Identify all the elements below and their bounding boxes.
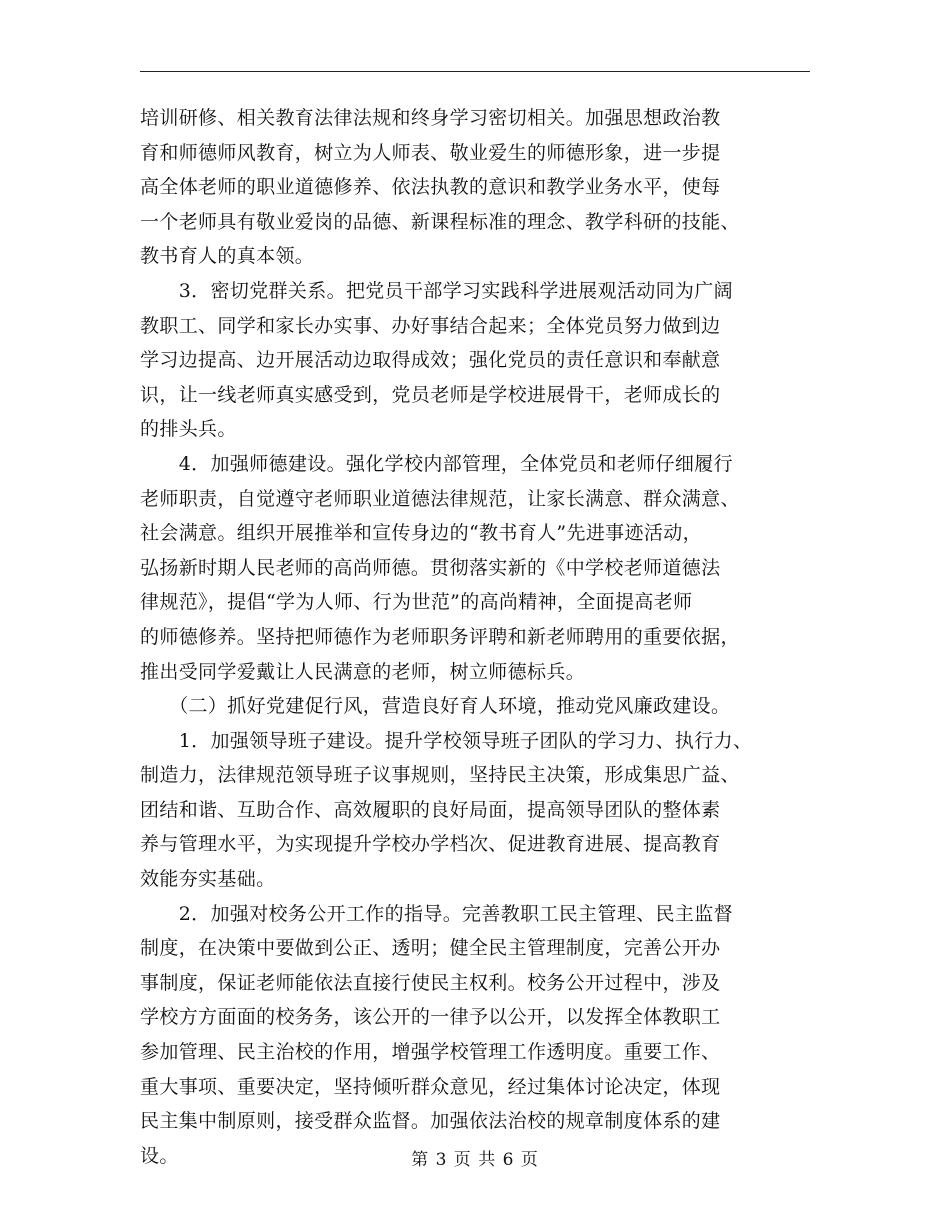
text-line: 参加管理、民主治校的作用，增强学校管理工作透明度。重要工作、	[140, 1041, 721, 1064]
body-text	[140, 101, 820, 1173]
text-line: 教职工、同学和家长办实事、办好事结合起来；全体党员努力做到边	[140, 314, 721, 337]
text-line: 重大事项、重要决定，坚持倾听群众意见，经过集体讨论决定，体现	[140, 1075, 721, 1098]
text-line: 的排头兵。	[140, 418, 237, 441]
text-line: 育和师德师风教育，树立为人师表、敬业爱生的师德形象，进一步提	[140, 141, 721, 164]
page-number-footer: 第 3 页 共 6 页	[411, 1150, 539, 1170]
text-line: 一个老师具有敬业爱岗的品德、新课程标准的理念、教学科研的技能、	[140, 210, 740, 233]
text-line: 事制度，保证老师能依法直接行使民主权利。校务公开过程中，涉及	[140, 971, 721, 994]
text-line: 律规范》，提倡“学为人师、行为世范”的高尚精神，全面提高老师	[140, 591, 693, 614]
text-line: 2．加强对校务公开工作的指导。完善教职工民主管理、民主监督	[140, 902, 733, 925]
text-line: 培训研修、相关教育法律法规和终身学习密切相关。加强思想政治教	[140, 107, 721, 129]
text-line: 民主集中制原则，接受群众监督。加强依法治校的规章制度体系的建	[140, 1110, 721, 1133]
text-line: 制造力，法律规范领导班子议事规则，坚持民主决策，形成集思广益、	[140, 764, 740, 787]
text-line: 弘扬新时期人民老师的高尚师德。贯彻落实新的《中学校老师道德法	[140, 556, 721, 579]
text-line: 社会满意。组织开展推举和宣传身边的“教书育人”先进事迹活动，	[140, 522, 702, 545]
header-rule	[140, 71, 810, 72]
text-line: 效能夯实基础。	[140, 868, 276, 891]
text-line: 高全体老师的职业道德修养、依法执教的意识和教学业务水平，使每	[140, 176, 721, 199]
text-line: 制度，在决策中要做到公正、透明；健全民主管理制度，完善公开办	[140, 937, 721, 960]
text-line: 识，让一线老师真实感受到，党员老师是学校进展骨干，老师成长的	[140, 383, 721, 406]
text-line: 设。	[140, 1144, 179, 1167]
text-line: 老师职责，自觉遵守老师职业道德法律规范，让家长满意、群众满意、	[140, 487, 740, 510]
text-line: 养与管理水平，为实现提升学校办学档次、促进教育进展、提高教育	[140, 833, 721, 856]
text-line: 1．加强领导班子建设。提升学校领导班子团队的学习力、执行力、	[140, 729, 753, 752]
text-line: 学校方方面面的校务务，该公开的一律予以公开，以发挥全体教职工	[140, 1006, 721, 1029]
text-line: （二）抓好党建促行风，营造良好育人环境，推动党风廉政建设。	[140, 695, 731, 718]
text-line: 教书育人的真本领。	[140, 245, 315, 268]
text-line: 团结和谐、互助合作、高效履职的良好局面，提高领导团队的整体素	[140, 798, 721, 821]
text-line: 4．加强师德建设。强化学校内部管理，全体党员和老师仔细履行	[140, 452, 733, 475]
text-line: 推出受同学爱戴让人民满意的老师，树立师德标兵。	[140, 660, 586, 683]
text-line: 学习边提高、边开展活动边取得成效；强化党员的责任意识和奉献意	[140, 349, 721, 372]
text-line: 3．密切党群关系。把党员干部学习实践科学进展观活动同为广阔	[140, 279, 733, 302]
text-line: 的师德修养。坚持把师德作为老师职务评聘和新老师聘用的重要依据，	[140, 625, 740, 648]
